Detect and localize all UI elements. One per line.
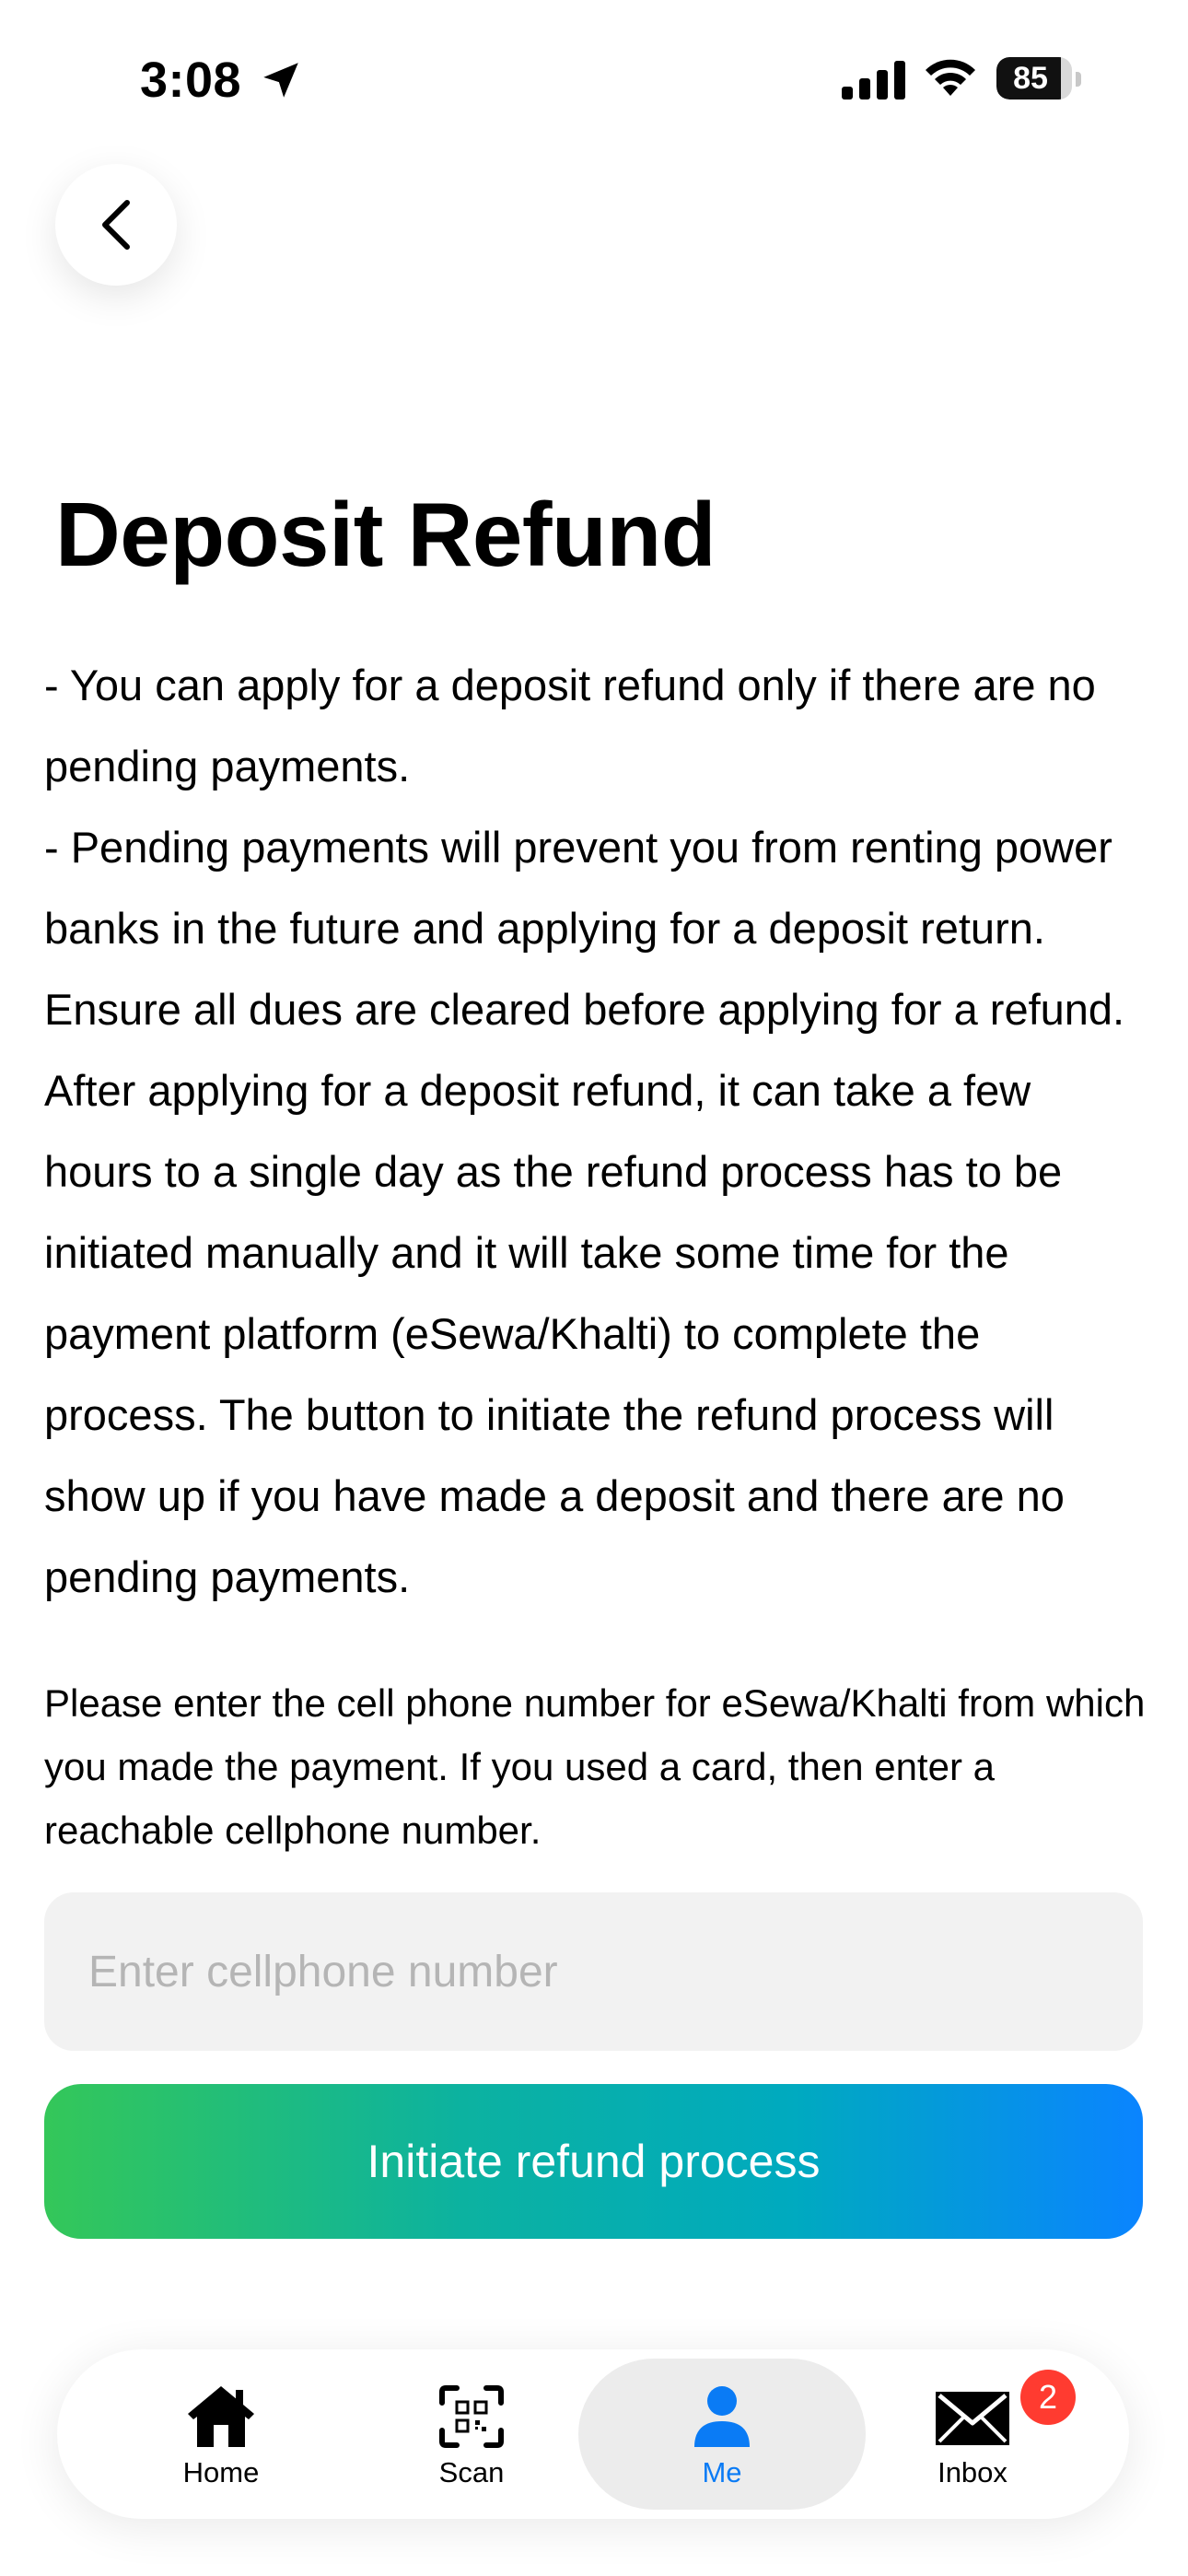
cellular-signal-icon xyxy=(842,61,906,100)
tab-inbox[interactable] xyxy=(829,2359,1116,2510)
tab-home[interactable] xyxy=(77,2359,365,2510)
battery-body xyxy=(996,57,1072,100)
battery-level: 85 xyxy=(1013,61,1048,96)
home-icon xyxy=(182,2383,260,2451)
tab-label-home: Home xyxy=(182,2456,260,2488)
battery-indicator xyxy=(996,57,1085,101)
cellphone-number-input[interactable] xyxy=(44,1892,1143,2051)
envelope-icon xyxy=(934,2378,1058,2451)
tab-label-me: Me xyxy=(702,2456,742,2488)
refund-info-text: - You can apply for a deposit refund only if there are no pending payments. - Pending payments will prevent you from renting power banks in the future and applying for a deposit return. Ensure all dues are cleared before applying for a refund. After applying for a deposit refund, it can take a few hours to a single day as the refund process has to be initiated manually and it will take some time for the payment platform (eSewa/Khalti) to complete the process. The button to initiate the refund process will show up if you have made a deposit and there are no pending payments. xyxy=(44,661,1125,1601)
status-time: 3:08 xyxy=(140,53,242,108)
initiate-refund-button[interactable]: Initiate refund process xyxy=(44,2084,1143,2239)
chevron-left-icon xyxy=(96,197,136,252)
tab-label-inbox: Inbox xyxy=(938,2456,1007,2488)
location-arrow-icon xyxy=(258,57,304,103)
phone-instruction-text: Please enter the cell phone number for eSewa/Khalti from which you made the payment. If you used a card, then enter a reachable cellphone number. xyxy=(44,1681,1146,1852)
tab-bar xyxy=(57,2349,1129,2519)
qr-scan-icon xyxy=(433,2383,510,2451)
battery-nub xyxy=(1076,72,1081,87)
wifi-icon xyxy=(923,55,978,100)
tab-label-scan: Scan xyxy=(438,2456,505,2488)
page-title: Deposit Refund xyxy=(55,484,716,585)
tab-me[interactable] xyxy=(578,2359,866,2510)
tab-scan[interactable] xyxy=(328,2359,615,2510)
back-button[interactable] xyxy=(55,164,177,286)
person-icon xyxy=(683,2383,761,2451)
inbox-badge: 2 xyxy=(1020,2370,1076,2425)
